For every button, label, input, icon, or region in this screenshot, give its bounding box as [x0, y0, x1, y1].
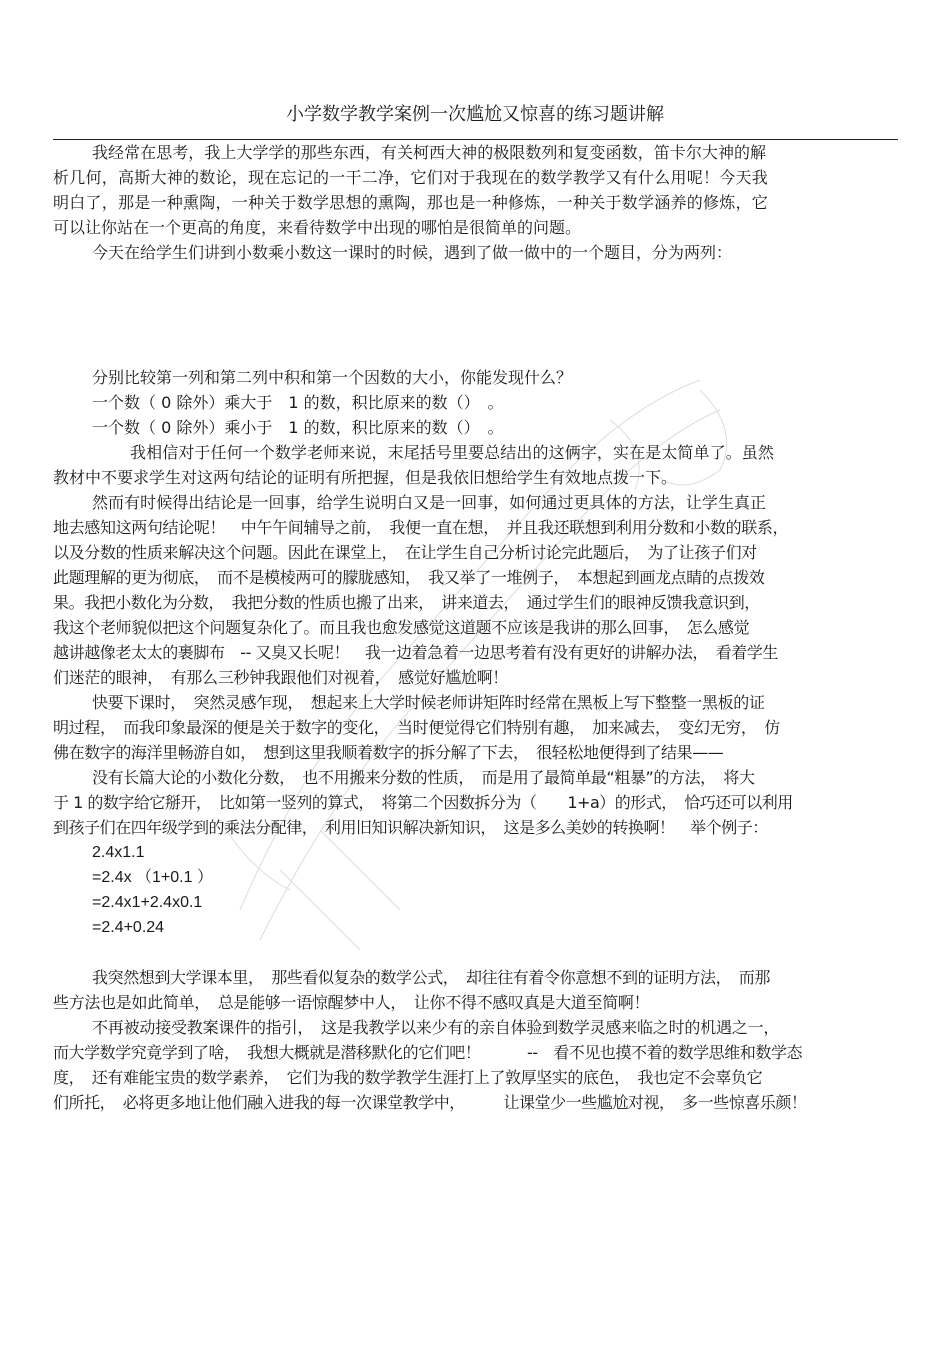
text-line: 我突然想到大学课本里， 那些看似复杂的数学公式， 却往往有着令你意想不到的证明方法， 而那 — [92, 968, 771, 987]
text-line: 然而有时候得出结论是一回事，给学生说明白又是一回事，如何通过更具体的方法，让学生真正 — [92, 493, 767, 512]
document-title: 小学数学教学案例一次尴尬又惊喜的练习题讲解 — [286, 104, 664, 125]
text-line: 们迷茫的眼神， 有那么三秒钟我跟他们对视着， 感觉好尴尬啊！ — [53, 668, 509, 687]
text-line: 以及分数的性质来解决这个问题。因此在课堂上， 在让学生自己分析讨论完此题后， 为了让孩子们对 — [53, 543, 757, 562]
text-line: 们所托， 必将更多地让他们融入进我的每一次课堂教学中， 让课堂少一些尴尬对视， 多一些惊喜乐颜！ — [53, 1093, 807, 1112]
text-line: 度， 还有难能宝贵的数学素养， 它们为我的数学教学生涯打上了敦厚坚实的底色， 我也定不会辜负它 — [53, 1068, 763, 1087]
text-line: 教材中不要求学生对这两句结论的证明有所把握，但是我依旧想给学生有效地点拨一下。 — [53, 468, 678, 487]
text-line: 没有长篇大论的小数化分数， 也不用搬来分数的性质， 而是用了最简单最“粗暴”的方法， 将大 — [92, 768, 755, 787]
text-line: 一个数（ 0 除外）乘小于 1 的数，积比原来的数（） 。 — [92, 418, 504, 437]
math-step: =2.4x （1+0.1 ） — [92, 869, 213, 886]
text-line: 可以让你站在一个更高的角度，来看待数学中出现的哪怕是很简单的问题。 — [53, 218, 582, 237]
text-line: 我相信对于任何一个数学老师来说，末尾括号里要总结出的这俩字，实在是太简单了。虽然 — [130, 443, 775, 462]
text-line: 不再被动接受教案课件的指引， 这是我教学以来少有的亲自体验到数学灵感来临之时的机遇之一， — [92, 1018, 780, 1037]
text-line: 果。我把小数化为分数， 我把分数的性质也搬了出来， 讲来道去， 通过学生们的眼神反馈我意识到， — [53, 593, 760, 612]
math-step: =2.4x1+2.4x0.1 — [92, 894, 203, 911]
math-step: 2.4x1.1 — [92, 844, 145, 861]
text-line: 我经常在思考，我上大学学的那些东西，有关柯西大神的极限数列和复变函数，笛卡尔大神的解 — [92, 143, 767, 162]
text-line: 些方法也是如此简单， 总是能够一语惊醒梦中人， 让你不得不感叹真是大道至简啊！ — [53, 993, 650, 1012]
title-rule — [53, 139, 898, 140]
text-line: 佛在数字的海洋里畅游自如， 想到这里我顺着数字的拆分解了下去， 很轻松地便得到了结果—— — [53, 743, 724, 762]
math-step: =2.4+0.24 — [92, 919, 165, 936]
text-line: 我这个老师貌似把这个问题复杂化了。而且我也愈发感觉这道题不应该是我讲的那么回事， 怎么感觉 — [53, 618, 750, 637]
text-line: 地去感知这两句结论呢！ 中午午间辅导之前， 我便一直在想， 并且我还联想到利用分数和小数的联系， — [53, 518, 789, 537]
text-line: 而大学数学究竟学到了啥， 我想大概就是潜移默化的它们吧！ -- 看不见也摸不着的数学思维和数学态 — [53, 1043, 803, 1062]
text-line: 到孩子们在四年级学到的乘法分配律， 利用旧知识解决新知识， 这是多么美妙的转换啊！ 举个例子： — [53, 818, 768, 837]
text-line: 析几何，高斯大神的数论，现在忘记的一干二净，它们对于我现在的数学教学又有什么用呢！今天我 — [53, 168, 769, 187]
text-line: 明过程， 而我印象最深的便是关于数字的变化， 当时便觉得它们特别有趣， 加来减去， 变幻无穷， 仿 — [53, 718, 780, 737]
text-line: 快要下课时， 突然灵感乍现， 想起来上大学时候老师讲矩阵时经常在黑板上写下整整一黑板的证 — [92, 693, 765, 712]
text-line: 今天在给学生们讲到小数乘小数这一课时的时候，遇到了做一做中的一个题目，分为两列： — [92, 243, 733, 262]
text-line: 分别比较第一列和第二列中积和第一个因数的大小，你能发现什么？ — [92, 368, 573, 387]
text-line: 明白了，那是一种熏陶，一种关于数学思想的熏陶，那也是一种修炼，一种关于数学涵养的修炼，它 — [53, 193, 769, 212]
text-line: 于 1 的数字给它掰开， 比如第一竖列的算式， 将第二个因数拆分为（ 1+a）的形式， 恰巧还可以利用 — [53, 793, 793, 812]
text-line: 越讲越像老太太的裹脚布 -- 又臭又长呢！ 我一边着急着一边思考着有没有更好的讲解办法， 看着学生 — [53, 643, 779, 662]
text-line: 一个数（ 0 除外）乘大于 1 的数，积比原来的数（） 。 — [92, 393, 504, 412]
text-line: 此题理解的更为彻底， 而不是模棱两可的朦胧感知， 我又举了一堆例子， 本想起到画龙点睛的点拨效 — [53, 568, 765, 587]
